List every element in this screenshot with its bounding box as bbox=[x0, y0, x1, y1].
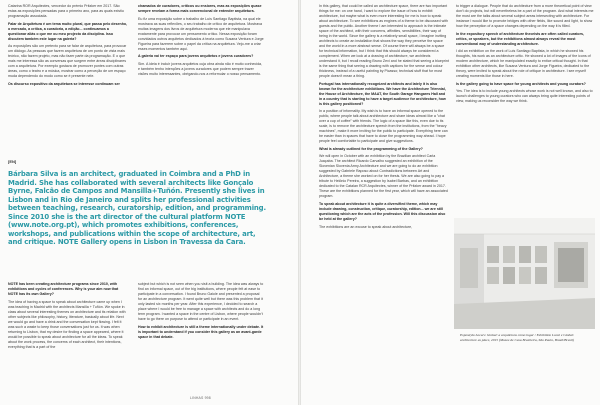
en-answer-4: We will open in October with an exhibition by the Brazilian architect Carla Juaçaba. The architect Ricardo Carvalho suggested an exhibition of the Slovenian Slovenia Army Architecture and we are going to do an exhibition suggested by Gabriele Raposo about Contradictions between Art and Architecture, a theme she worked on for her thesis. We are also going to pay a tribute to Helônio Pereira, a suggestion by Isabel Barbas, and an exhibition dedicated to the Catalan RCR Arquitectes, winner of the Pritzker award in 2017. These are the exhibitions planned for the first year, which will have an associated program. bbox=[319, 154, 448, 199]
left-col-3 bbox=[8, 282, 128, 352]
en-answer-1-cont: subject but which is not seen when you visit a building. The idea was always to find an informal space, out of the big institutions, where people felt at ease to participate in a conversation. I found Bruno Gaiole and presented a proposal for an architecture program. It went quite well but there was this problem that it only lasted six months per year. After this experience, I decided to search a place where I would be free to manage a space with architects and do a long term program. I wanted a space in the centre of Lisbon, where people wouldn't have to go there on purpose to attend or participate in an event. bbox=[138, 282, 264, 321]
gallery-photo-image bbox=[454, 218, 595, 329]
en-question-2: How to exhibit architecture is still a theme internationally under debate. It is important to understand if you consider this gallery as an avant-garde space in that debate. bbox=[138, 324, 264, 339]
language-tag: [EN] bbox=[8, 159, 17, 164]
en-question-7: Is the gallery going to have space for young architects and young curators? bbox=[456, 81, 586, 86]
en-answer-3: In a position of informality. My wish is to have an informal space opened to the public, where people talk about architecture and share ideas almost like a "chat over a cup of coffee" with friends. The logic of a space like this, even due to its scale, is to remove the architecture speech from the institutions, from the "heavy machines", make it more inviting for the public to participate. Everything here can be easier than in spaces that have to close the programming way ahead. I hope people feel comfortable to participate and give suggestions. bbox=[319, 109, 448, 144]
pt-question-2: Os discurso expositivo da arquitetura se interesse continuam ser bbox=[8, 81, 120, 86]
left-page bbox=[0, 0, 298, 405]
en-question-6: In the expository speech of architecture theorists are often called curators, critics, or speakers, but the exhibitions almost always reveal the most conventional way of understanding architecture. bbox=[456, 31, 585, 46]
en-question-1: NOTE has been creating architecture programs since 2010, with exhibitions and cycles of conferences. Why is your aim now that NOTE has its own Gallery? bbox=[8, 282, 119, 296]
pt-question-2-cont: chamados de curadores, críticos ou ensiores, mas as exposições quase sempre revelam a forma mais convencional de entender arquitetura. bbox=[138, 4, 262, 13]
en-answer-7: Yes. The idea is to include young architects whose work is not well known, and also to launch challenges to young curators who can always bring quite interesting points of view, making us reconsider the way we think. bbox=[456, 89, 593, 104]
pt-answer-2: Eu fiz uma exposição sobre o trabalho de Luís Santiago Baptista, na qual ele mostrava as suas reflexões, o seu trabalho de crítico de arquitetura. Mostrava muitas imagens dos livros de arquitetura moderna que ele manipulava exatamente para provocar um pensamento crítico. Nessa exposição foram convidados outros arquitetos dedicados à teoria como Susana Ventura e Jorge Figueira para fazerem sobre o papel da crítica na arquitetura. Vejo-me a criar esses momentos também aqui. bbox=[138, 16, 264, 51]
left-col-4 bbox=[138, 282, 264, 342]
en-answer-5: The exhibitions are an excuse to speak about architecture, bbox=[319, 224, 413, 229]
en-question-5: To speak about architecture it is quite a diversified theme, which may include drawing, construction, critique, curatorship, edition... we are still questioning which are the acts of the profession. Will this discussion also be held at the gallery? bbox=[319, 201, 446, 221]
pt-answer-1: As exposições são um pretexto para se falar de arquitetura, para provocar um diálogo. As pessoas que fazem arquitetura de um ponto de vista mais teórico, não fazem projeto, mas não fazer parte da programação. E o que mais me interessa são as conversas que surgem entre áreas disciplinares com a arquitetura. Por exemplo gostava de promover pontes com outras áreas, como o teatro e a música, mostrar como a perceção de um espaço muda dependendo do modo como se é presente nele. bbox=[8, 44, 127, 79]
pt-answer-3: Sim. A ideia é incluir jovens arquitetos cuja obra ainda não é muito conhecida, e também tenho intenções a jovens curadores que podem sempre trazer visões muito interessantes, obrigando-nos a reformular o nosso pensamento. bbox=[138, 61, 263, 76]
pt-question-1: Falar de Arquitetura é um tema muito plural, que passa pelo desenho, o mercado, a crítica, a curadoria, a edição... continuamos a questionar aliás o que me ou meu projecto da disciplina. Isso discutem também este lugar na galeria? bbox=[8, 21, 128, 41]
lead-paragraph: Bárbara Silva is an architect, graduated in Coimbra and a PhD in Madrid. She has collaborated with several architects like Gonçalo Byrne, Falcão de Campos and Mansilla+Tuñón. Presently she lives in Lisbon and in Rio de Janeiro and splits her professional activities between teaching, research, curatorship, edition, and programming. Since 2010 she is the art director of the cultural platform NOTE (www.note.org.pt), which promotes exhibitions, conferences, workshops, and publications within the scope of architecture, art, and critique. NOTE Gallery opens in Lisbon in Travessa da Cara. bbox=[8, 170, 266, 246]
en-question-4: What is already outlined for the programming of the Gallery? bbox=[319, 146, 423, 151]
en-answer-6: I did an exhibition on the work of Luís Santiago Baptista, in which he showed his thoughts, his work as an architecture critic. He showed a lot of images of the icons of modern architecture, which he manipulated exactly to entice critical thought. In that exhibition other architects, like Susana Ventura and Jorge Figueira, dedicated to the theory, were invited to speak about the role of critique in architecture. I see myself creating moments like those in here. bbox=[456, 49, 591, 79]
right-page bbox=[301, 0, 600, 405]
pt-question-3: A galeria vai ter espaço para jovens arquitetos e jovens curadores? bbox=[138, 54, 254, 59]
left-col-2 bbox=[138, 4, 264, 79]
left-col-1 bbox=[8, 4, 128, 89]
right-col-1 bbox=[319, 4, 449, 232]
en-answer-1: The idea of having a space to speak about architecture came up when I was teaching in Madrid with the architects Mansilla + Tuñón. We spoke in class about several interesting themes on architecture and its relation with other subjects like philosophy, history, literature, basically about life. Next we would go and have a drink and the conversation kept flowing. I felt it was such a waste to keep those conversations just for us. It was when returning to Lisbon, that my desire for finding a space appeared, where it would be possible to speak about architecture for all the ideas. To speak about the work process, the concerns of each architect, their intentions, everything that is a part of the bbox=[8, 299, 126, 349]
page-footer: LINHAS 998 bbox=[190, 396, 211, 400]
right-col-2 bbox=[456, 4, 594, 107]
gallery-photo bbox=[454, 218, 595, 329]
en-answer-5-cont: to trigger a dialogue. People that do architecture from a more theoretical point of view don't do projects, but will nevertheless be a part of the program. And what interests me the most are the talks about several subject areas intersecting with architecture. For instance I would like to promote bridges with other fields, like sound and light, to show how the perception of a space changes depending on the way it is filled. bbox=[456, 4, 594, 28]
photo-caption: Exposição Local e Global: a arquitetura como lugar / Exhibition Local e Global: architecture as place, 2015 (Museu de Casa Brasileira, São Paulo, Brazil/Brasil) bbox=[460, 333, 575, 342]
en-question-3: Portugal has internationally recognized architects and lately it is also known for the architecture exhibitions. We have the Architecture Triennial, the House of Architecture, the MAAT, the South Garage Hangares Hall and in a country that is starting to have a target audience for architecture, how is this gallery positioned? bbox=[319, 81, 446, 106]
en-paragraph-1: In this gallery, that could be called an architecture space, there are two important things for me: on one hand, I want to explore the issue of how to exhibit architecture, but maybe what is even more interesting for me is how to speak about architecture. To see exhibitions as engines of a theme to be discussed with guests and the public. Another theme I am interested to approach is the intimate space of the architect, with their concerns, affinities, sensibilities, their way of being in the world. Since the gallery is a relatively small space, I imagine inviting architects to create an installation that shows the way they perceive the space and the world in a more abstract sense. Of course there will always be a space for technical information, but I think that this should always be considered a complement. When we look at a drawing of architecture, we architects understand it, but I recall reading Bruno Zevi and he stated that seeing a blueprint is the same thing that seeing a drawing with captions for the sense and colour thickness, instead of a useful painting by Picasso; technical stuff that for most people doesn't mean a thing. bbox=[319, 4, 449, 78]
pt-intro: Catarina ROR Arquitectes, vencedor do prémio Pritzker em 2017. São estas as exposições pensadas para o primeiro ano, para as quais existiu programação associada. bbox=[8, 4, 124, 18]
